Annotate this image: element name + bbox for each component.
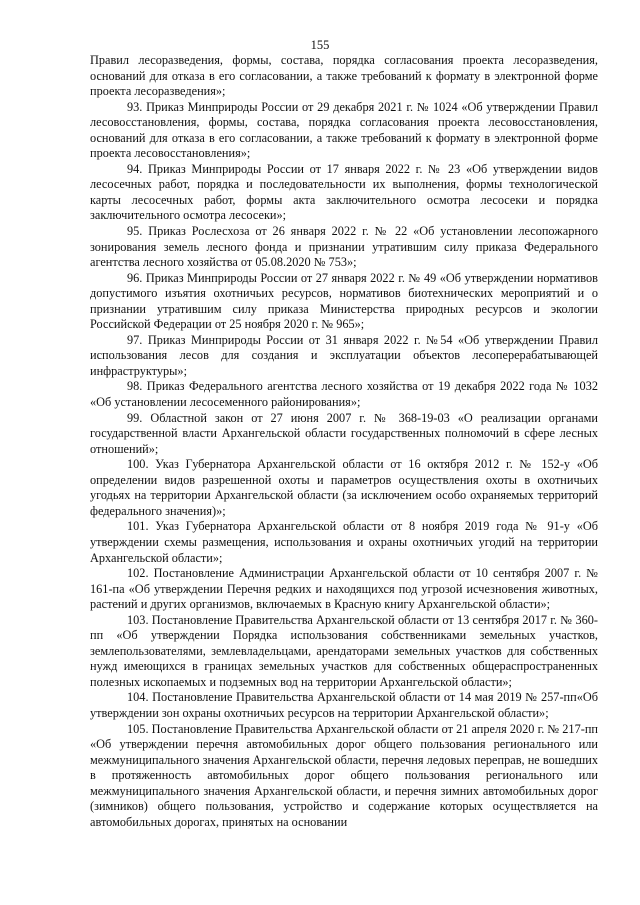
paragraph-104: 104. Постановление Правительства Архангельской области от 14 мая 2019 № 257-пп«Об утверждении зон охраны охотничьих ресурсов на территории Архангельской области»; bbox=[90, 690, 598, 720]
page-number: 155 bbox=[310, 38, 330, 52]
paragraph-100: 100. Указ Губернатора Архангельской области от 16 октября 2012 г. № 152-у «Об определении видов разрешенной охоты и параметров осуществления охоты в охотничьих угодьях на территории Архангельской области (за исключением особо охраняемых территорий федерального значения)»; bbox=[90, 457, 598, 518]
document-body bbox=[90, 53, 598, 830]
paragraph-98: 98. Приказ Федерального агентства лесного хозяйства от 19 декабря 2022 года № 1032 «Об установлении лесосеменного районирования»; bbox=[90, 379, 598, 410]
paragraph-93: 93. Приказ Минприроды России от 29 декабря 2021 г. № 1024 «Об утверждении Правил лесовосстановления, формы, состава, порядка согласования проекта лесовосстановления, оснований для отказа в его согласовании, а также требований к формату в электронной форме проекта лесовосстановления»; bbox=[90, 99, 598, 161]
paragraph-92-continuation: Правил лесоразведения, формы, состава, порядка согласования проекта лесоразведения, оснований для отказа в его согласовании, а также требований к формату в электронной форме проекта лесоразведения»; bbox=[90, 53, 598, 99]
paragraph-101: 101. Указ Губернатора Архангельской области от 8 ноября 2019 года № 91-у «Об утверждении схемы размещения, использования и охраны охотничьих угодий на территории Архангельской области»; bbox=[90, 519, 598, 565]
paragraph-95: 95. Приказ Рослесхоза от 26 января 2022 г. № 22 «Об установлении лесопожарного зонирования земель лесного фонда и признании утратившим силу приказа Федерального агентства лесного хозяйства от 05.08.2020 № 753»; bbox=[90, 224, 598, 270]
paragraph-103: 103. Постановление Правительства Архангельской области от 13 сентября 2017 г. № 360-пп «Об утверждении Порядка использования собственниками земельных участков, землепользователями, землевладельцами, арендаторами земельных участков для собственных нужд имеющихся в границах земельных участков для собственных общераспространенных полезных ископаемых и подземных вод на территории Архангельской области»; bbox=[90, 612, 598, 689]
paragraph-99: 99. Областной закон от 27 июня 2007 г. № 368-19-03 «О реализации органами государственной власти Архангельской области государственных полномочий в сфере лесных отношений»; bbox=[90, 410, 598, 456]
paragraph-97: 97. Приказ Минприроды России от 31 января 2022 г. №54 «Об утверждении Правил использования лесов для создания и эксплуатации объектов лесоперерабатывающей инфраструктуры»; bbox=[90, 332, 598, 378]
paragraph-102: 102. Постановление Администрации Архангельской области от 10 сентября 2007 г. № 161-па «Об утверждении Перечня редких и находящихся под угрозой исчезновения животных, растений и других организмов, включаемых в Красную книгу Архангельской области»; bbox=[90, 566, 598, 612]
paragraph-96: 96. Приказ Минприроды России от 27 января 2022 г. № 49 «Об утверждении нормативов допустимого изъятия охотничьих ресурсов, нормативов биотехнических мероприятий и о признании утратившим силу приказа Министерства природных ресурсов и экологии Российской Федерации от 25 ноября 2020 г. № 965»; bbox=[90, 270, 598, 332]
paragraph-94: 94. Приказ Минприроды России от 17 января 2022 г. № 23 «Об утверждении видов лесосечных работ, порядка и последовательности их выполнения, формы технологической карты лесосечных работ, формы акта заключительного осмотра лесосеки и порядка заключительного осмотра лесосеки»; bbox=[90, 161, 598, 223]
paragraph-105: 105. Постановление Правительства Архангельской области от 21 апреля 2020 г. № 217-пп «Об утверждении перечня автомобильных дорог общего пользования регионального или межмуниципального значения Архангельской области, перечня ледовых переправ, не вошедших в протяженность автомобильных дорог общего пользования регионального или межмуниципального значения Архангельской области, и перечня зимних автомобильных дорог (зимников) общего пользования, устройство и содержание которых осуществляется на автомобильных дорогах, принятых на основании bbox=[90, 721, 598, 829]
